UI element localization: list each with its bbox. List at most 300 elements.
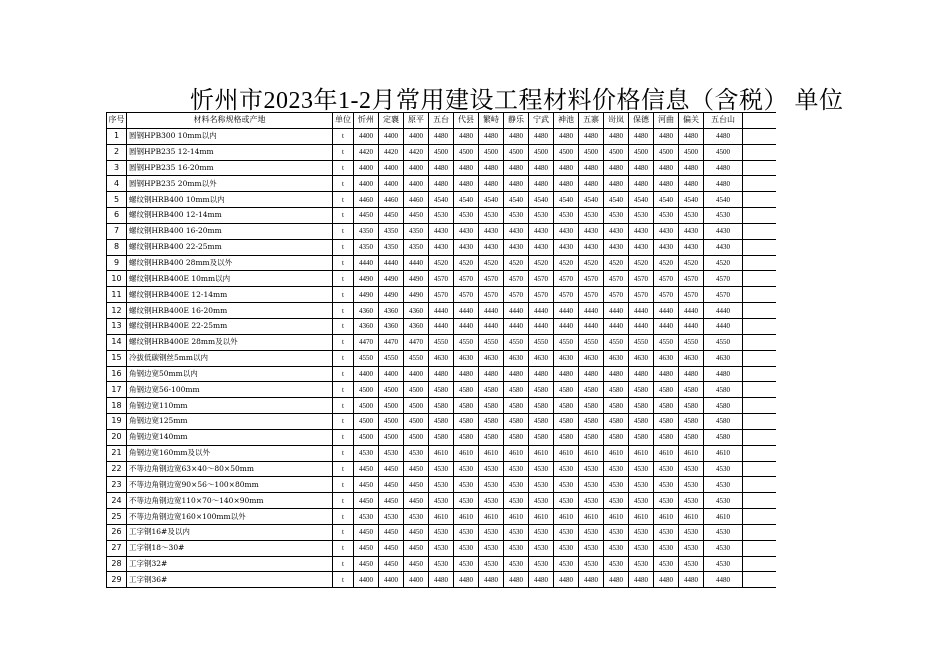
price-cell: 4530	[579, 556, 604, 572]
material-name: 工字钢36#	[127, 572, 333, 588]
unit-cell: t	[333, 414, 354, 430]
price-cell: 4500	[554, 144, 579, 160]
price-cell: 4530	[604, 540, 629, 556]
unit-cell: t	[333, 239, 354, 255]
price-cell: 4480	[629, 128, 654, 144]
row-number: 8	[107, 239, 127, 255]
price-cell: 4420	[404, 144, 429, 160]
price-cell: 4580	[629, 382, 654, 398]
price-cell: 4630	[454, 350, 479, 366]
price-cell: 4360	[354, 303, 379, 319]
price-cell: 4540	[479, 192, 504, 208]
price-cell: 4530	[579, 477, 604, 493]
price-cell: 4530	[654, 540, 679, 556]
price-cell: 4630	[479, 350, 504, 366]
unit-cell: t	[333, 509, 354, 525]
price-cell: 4480	[554, 160, 579, 176]
price-cell: 4550	[679, 334, 704, 350]
overflow-cell	[743, 398, 777, 414]
price-cell: 4630	[704, 350, 743, 366]
price-cell: 4500	[679, 144, 704, 160]
price-cell: 4530	[654, 524, 679, 540]
price-cell: 4400	[404, 366, 429, 382]
price-cell: 4530	[704, 540, 743, 556]
price-cell: 4480	[579, 128, 604, 144]
price-cell: 4550	[479, 334, 504, 350]
price-cell: 4440	[579, 318, 604, 334]
price-cell: 4430	[554, 223, 579, 239]
price-cell: 4580	[604, 382, 629, 398]
column-header: 单位	[333, 113, 354, 129]
price-cell: 4580	[529, 429, 554, 445]
price-cell: 4440	[429, 303, 454, 319]
price-cell: 4400	[404, 572, 429, 588]
price-cell: 4480	[579, 572, 604, 588]
price-cell: 4530	[554, 524, 579, 540]
price-cell: 4400	[354, 572, 379, 588]
table-row	[107, 414, 777, 430]
price-cell: 4580	[529, 398, 554, 414]
unit-cell: t	[333, 160, 354, 176]
price-cell: 4550	[604, 334, 629, 350]
price-cell: 4450	[379, 208, 404, 224]
unit-cell: t	[333, 398, 354, 414]
price-cell: 4570	[479, 287, 504, 303]
price-cell: 4480	[679, 366, 704, 382]
row-number: 18	[107, 398, 127, 414]
price-cell: 4530	[479, 540, 504, 556]
price-cell: 4540	[429, 192, 454, 208]
price-cell: 4480	[629, 572, 654, 588]
price-cell: 4540	[554, 192, 579, 208]
price-cell: 4530	[554, 208, 579, 224]
price-cell: 4530	[429, 540, 454, 556]
price-cell: 4610	[529, 445, 554, 461]
price-cell: 4450	[354, 493, 379, 509]
price-cell: 4550	[454, 334, 479, 350]
price-cell: 4440	[604, 303, 629, 319]
price-cell: 4450	[354, 477, 379, 493]
price-cell: 4430	[504, 223, 529, 239]
price-cell: 4580	[654, 382, 679, 398]
price-cell: 4400	[354, 160, 379, 176]
material-name: 圆钢HPB235 16-20mm	[127, 160, 333, 176]
overflow-cell	[743, 192, 777, 208]
price-cell: 4570	[429, 271, 454, 287]
material-name: 工字钢16#及以内	[127, 524, 333, 540]
price-cell: 4480	[479, 366, 504, 382]
price-cell: 4580	[554, 382, 579, 398]
price-cell: 4530	[579, 493, 604, 509]
price-cell: 4530	[479, 493, 504, 509]
price-cell: 4430	[479, 223, 504, 239]
price-cell: 4430	[454, 223, 479, 239]
price-cell: 4610	[479, 445, 504, 461]
price-cell: 4430	[604, 223, 629, 239]
price-cell: 4530	[704, 461, 743, 477]
price-cell: 4500	[404, 382, 429, 398]
price-cell: 4610	[454, 509, 479, 525]
price-cell: 4520	[604, 255, 629, 271]
price-cell: 4580	[604, 429, 629, 445]
price-cell: 4360	[379, 318, 404, 334]
price-cell: 4480	[454, 128, 479, 144]
price-cell: 4480	[554, 366, 579, 382]
price-cell: 4580	[704, 414, 743, 430]
price-cell: 4530	[679, 556, 704, 572]
price-cell: 4530	[629, 556, 654, 572]
overflow-cell	[743, 382, 777, 398]
price-cell: 4430	[529, 239, 554, 255]
price-cell: 4530	[504, 461, 529, 477]
unit-cell: t	[333, 255, 354, 271]
price-cell: 4480	[554, 128, 579, 144]
column-header: 定襄	[379, 113, 404, 129]
price-cell: 4530	[454, 208, 479, 224]
price-cell: 4520	[504, 255, 529, 271]
price-cell: 4530	[529, 556, 554, 572]
price-cell: 4440	[404, 255, 429, 271]
material-name: 螺纹钢HRB400 10mm以内	[127, 192, 333, 208]
table-row	[107, 477, 777, 493]
price-cell: 4530	[429, 208, 454, 224]
price-cell: 4440	[654, 318, 679, 334]
material-name: 角钢边宽50mm以内	[127, 366, 333, 382]
column-header: 宁武	[529, 113, 554, 129]
unit-cell: t	[333, 334, 354, 350]
price-cell: 4530	[429, 493, 454, 509]
column-header: 河曲	[654, 113, 679, 129]
price-cell: 4450	[354, 208, 379, 224]
price-cell: 4530	[504, 493, 529, 509]
price-cell: 4440	[654, 303, 679, 319]
material-name: 角钢边宽125mm	[127, 414, 333, 430]
price-cell: 4490	[404, 287, 429, 303]
price-cell: 4450	[404, 556, 429, 572]
price-cell: 4500	[354, 414, 379, 430]
price-cell: 4480	[454, 160, 479, 176]
price-cell: 4460	[404, 192, 429, 208]
price-cell: 4580	[479, 398, 504, 414]
price-cell: 4450	[354, 556, 379, 572]
price-cell: 4580	[504, 429, 529, 445]
column-header-overflow	[743, 113, 777, 129]
material-name: 螺纹钢HRB400E 16-20mm	[127, 303, 333, 319]
price-cell: 4450	[404, 540, 429, 556]
table-row	[107, 398, 777, 414]
table-row	[107, 176, 777, 192]
price-cell: 4420	[354, 144, 379, 160]
price-cell: 4550	[354, 350, 379, 366]
overflow-cell	[743, 223, 777, 239]
price-cell: 4440	[529, 318, 554, 334]
overflow-cell	[743, 176, 777, 192]
overflow-cell	[743, 509, 777, 525]
table-row	[107, 493, 777, 509]
unit-cell: t	[333, 350, 354, 366]
price-cell: 4530	[379, 445, 404, 461]
price-cell: 4500	[504, 144, 529, 160]
price-cell: 4610	[554, 509, 579, 525]
price-cell: 4580	[554, 429, 579, 445]
price-cell: 4440	[704, 303, 743, 319]
unit-cell: t	[333, 382, 354, 398]
price-cell: 4540	[654, 192, 679, 208]
price-cell: 4450	[404, 493, 429, 509]
price-cell: 4530	[554, 477, 579, 493]
unit-cell: t	[333, 176, 354, 192]
price-cell: 4570	[604, 287, 629, 303]
price-cell: 4480	[629, 160, 654, 176]
row-number: 11	[107, 287, 127, 303]
price-cell: 4580	[579, 429, 604, 445]
price-cell: 4500	[379, 429, 404, 445]
table-row	[107, 445, 777, 461]
price-cell: 4530	[629, 461, 654, 477]
price-cell: 4450	[379, 477, 404, 493]
price-cell: 4360	[404, 303, 429, 319]
price-cell: 4530	[654, 477, 679, 493]
price-cell: 4450	[379, 556, 404, 572]
price-cell: 4540	[529, 192, 554, 208]
table-row	[107, 128, 777, 144]
price-cell: 4500	[354, 429, 379, 445]
price-cell: 4630	[579, 350, 604, 366]
price-cell: 4570	[629, 287, 654, 303]
price-cell: 4480	[479, 160, 504, 176]
row-number: 6	[107, 208, 127, 224]
row-number: 5	[107, 192, 127, 208]
price-cell: 4530	[679, 477, 704, 493]
price-cell: 4400	[404, 160, 429, 176]
price-cell: 4580	[429, 414, 454, 430]
price-cell: 4580	[504, 382, 529, 398]
price-cell: 4570	[679, 271, 704, 287]
row-number: 25	[107, 509, 127, 525]
price-cell: 4520	[654, 255, 679, 271]
overflow-cell	[743, 128, 777, 144]
row-number: 21	[107, 445, 127, 461]
overflow-cell	[743, 144, 777, 160]
price-cell: 4530	[529, 540, 554, 556]
price-cell: 4500	[654, 144, 679, 160]
price-cell: 4530	[504, 524, 529, 540]
price-cell: 4610	[679, 509, 704, 525]
unit-cell: t	[333, 540, 354, 556]
row-number: 13	[107, 318, 127, 334]
price-cell: 4480	[679, 176, 704, 192]
price-cell: 4350	[354, 239, 379, 255]
row-number: 26	[107, 524, 127, 540]
row-number: 10	[107, 271, 127, 287]
material-name: 不等边角钢边宽110×70～140×90mm	[127, 493, 333, 509]
material-name: 螺纹钢HRB400E 28mm及以外	[127, 334, 333, 350]
price-cell: 4500	[579, 144, 604, 160]
price-cell: 4480	[504, 176, 529, 192]
price-cell: 4610	[654, 445, 679, 461]
price-cell: 4520	[454, 255, 479, 271]
overflow-cell	[743, 445, 777, 461]
material-name: 螺纹钢HRB400E 22-25mm	[127, 318, 333, 334]
price-cell: 4530	[379, 509, 404, 525]
price-cell: 4580	[629, 398, 654, 414]
price-cell: 4480	[529, 128, 554, 144]
overflow-cell	[743, 334, 777, 350]
price-cell: 4500	[404, 429, 429, 445]
price-cell: 4490	[404, 271, 429, 287]
price-cell: 4530	[479, 524, 504, 540]
table-row	[107, 223, 777, 239]
material-name: 工字钢18～30#	[127, 540, 333, 556]
price-cell: 4480	[504, 366, 529, 382]
price-cell: 4500	[704, 144, 743, 160]
price-cell: 4480	[429, 128, 454, 144]
price-cell: 4430	[429, 223, 454, 239]
overflow-cell	[743, 255, 777, 271]
price-cell: 4530	[554, 540, 579, 556]
price-cell: 4530	[679, 524, 704, 540]
price-cell: 4580	[629, 414, 654, 430]
price-cell: 4430	[679, 223, 704, 239]
price-cell: 4580	[654, 398, 679, 414]
table-row	[107, 287, 777, 303]
price-cell: 4570	[554, 287, 579, 303]
price-cell: 4480	[604, 160, 629, 176]
price-cell: 4610	[579, 509, 604, 525]
table-row	[107, 208, 777, 224]
price-cell: 4530	[679, 540, 704, 556]
price-cell: 4530	[704, 208, 743, 224]
price-cell: 4630	[504, 350, 529, 366]
material-name: 圆钢HPB235 20mm以外	[127, 176, 333, 192]
price-cell: 4550	[504, 334, 529, 350]
table-row	[107, 382, 777, 398]
material-name: 工字钢32#	[127, 556, 333, 572]
unit-cell: t	[333, 445, 354, 461]
column-header: 静乐	[504, 113, 529, 129]
price-cell: 4610	[579, 445, 604, 461]
table-row	[107, 144, 777, 160]
unit-cell: t	[333, 524, 354, 540]
price-cell: 4490	[354, 271, 379, 287]
column-header: 忻州	[354, 113, 379, 129]
overflow-cell	[743, 160, 777, 176]
price-cell: 4480	[529, 160, 554, 176]
price-cell: 4530	[479, 461, 504, 477]
price-cell: 4440	[704, 318, 743, 334]
price-cell: 4610	[604, 445, 629, 461]
overflow-cell	[743, 303, 777, 319]
material-name: 角钢边宽110mm	[127, 398, 333, 414]
price-cell: 4530	[429, 477, 454, 493]
price-cell: 4580	[704, 382, 743, 398]
price-cell: 4530	[579, 461, 604, 477]
price-cell: 4550	[529, 334, 554, 350]
unit-cell: t	[333, 493, 354, 509]
price-cell: 4520	[679, 255, 704, 271]
row-number: 29	[107, 572, 127, 588]
price-cell: 4540	[704, 192, 743, 208]
price-cell: 4360	[379, 303, 404, 319]
unit-cell: t	[333, 271, 354, 287]
price-cell: 4530	[504, 477, 529, 493]
price-cell: 4570	[454, 271, 479, 287]
overflow-cell	[743, 271, 777, 287]
price-cell: 4580	[479, 382, 504, 398]
price-cell: 4550	[629, 334, 654, 350]
price-cell: 4580	[604, 414, 629, 430]
row-number: 4	[107, 176, 127, 192]
price-cell: 4500	[404, 414, 429, 430]
price-cell: 4480	[429, 160, 454, 176]
price-cell: 4540	[604, 192, 629, 208]
price-cell: 4580	[654, 429, 679, 445]
price-cell: 4400	[404, 176, 429, 192]
price-cell: 4530	[529, 208, 554, 224]
price-cell: 4460	[354, 192, 379, 208]
price-cell: 4400	[379, 160, 404, 176]
price-cell: 4400	[379, 366, 404, 382]
price-cell: 4350	[404, 223, 429, 239]
material-name: 螺纹钢HRB400 16-20mm	[127, 223, 333, 239]
price-cell: 4630	[529, 350, 554, 366]
price-cell: 4480	[429, 572, 454, 588]
page-title: 忻州市2023年1-2月常用建设工程材料价格信息（含税） 单位	[190, 88, 844, 114]
price-cell: 4530	[679, 208, 704, 224]
price-cell: 4480	[704, 572, 743, 588]
price-cell: 4440	[629, 303, 654, 319]
price-cell: 4520	[579, 255, 604, 271]
price-cell: 4570	[554, 271, 579, 287]
price-cell: 4440	[504, 318, 529, 334]
material-name: 不等边角钢边宽63×40～80×50mm	[127, 461, 333, 477]
price-cell: 4480	[604, 128, 629, 144]
price-cell: 4530	[604, 208, 629, 224]
table-row	[107, 303, 777, 319]
price-cell: 4580	[479, 429, 504, 445]
price-cell: 4570	[679, 287, 704, 303]
price-cell: 4480	[429, 366, 454, 382]
price-cell: 4580	[429, 429, 454, 445]
material-name: 圆钢HPB300 10mm以内	[127, 128, 333, 144]
price-cell: 4530	[529, 477, 554, 493]
price-cell: 4450	[354, 461, 379, 477]
material-name: 不等边角钢边宽90×56～100×80mm	[127, 477, 333, 493]
price-cell: 4450	[404, 461, 429, 477]
overflow-cell	[743, 350, 777, 366]
price-cell: 4350	[379, 239, 404, 255]
price-cell: 4450	[379, 461, 404, 477]
price-cell: 4500	[354, 382, 379, 398]
price-cell: 4480	[479, 572, 504, 588]
column-header: 偏关	[679, 113, 704, 129]
price-cell: 4480	[479, 128, 504, 144]
price-cell: 4530	[354, 445, 379, 461]
price-cell: 4440	[679, 303, 704, 319]
price-cell: 4480	[479, 176, 504, 192]
price-cell: 4530	[679, 493, 704, 509]
price-cell: 4580	[579, 382, 604, 398]
price-cell: 4520	[529, 255, 554, 271]
price-cell: 4570	[529, 287, 554, 303]
price-cell: 4570	[704, 287, 743, 303]
price-cell: 4580	[679, 414, 704, 430]
price-cell: 4610	[454, 445, 479, 461]
price-cell: 4480	[654, 160, 679, 176]
price-cell: 4530	[704, 524, 743, 540]
price-cell: 4500	[379, 382, 404, 398]
price-cell: 4500	[379, 398, 404, 414]
